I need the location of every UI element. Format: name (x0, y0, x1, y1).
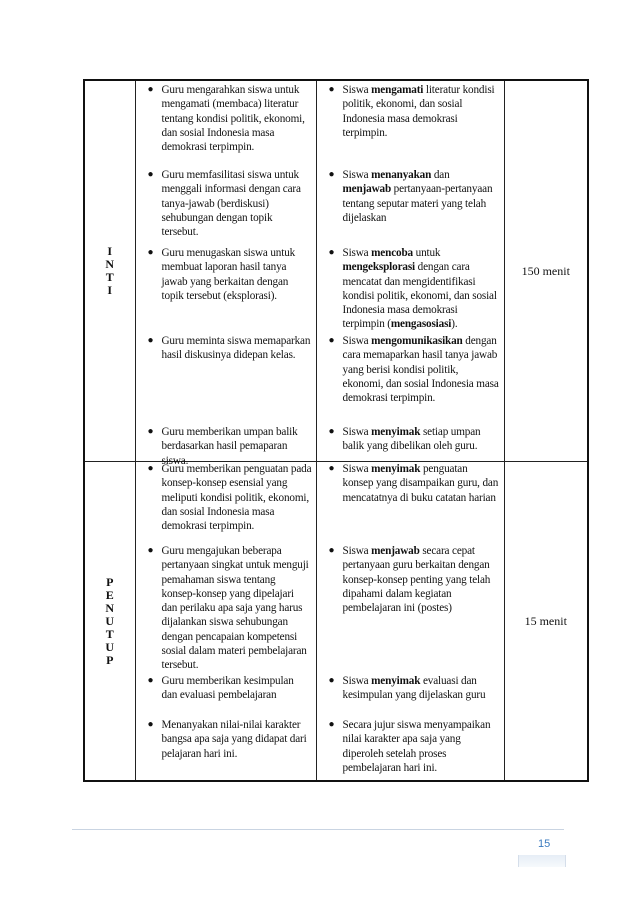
footer-divider (72, 829, 564, 830)
penutup-row (84, 462, 588, 782)
list-item: ● Siswa menyimak evaluasi dan kesimpulan yang dijelaskan guru (328, 675, 486, 702)
list-item: ● Siswa menjawab secara cepat pertanyaan guru berkaitan dengan konsep-konsep penting yang telah dipahami dalam kegiatan pembelajaran ini (postes) (328, 545, 491, 615)
list-item: ● Guru mengajukan beberapa pertanyaan singkat untuk menguji pemahaman siswa tentang konsep-konsep yang dipelajari dan perilaku apa saja yang harus dijalankan siswa sehubungan dengan pencapaian kompetensi sosial dalam materi pembelajaran tersebut. (147, 545, 309, 672)
list-item: ● Guru menugaskan siswa untuk membuat laporan hasil tanya jawab yang berkaitan dengan topik tersebut (eksplorasi). (147, 247, 296, 302)
list-item: ● Siswa menyimak setiap umpan balik yang dibelikan oleh guru. (328, 426, 481, 453)
phase-label-penutup: P E N U T U P (84, 462, 135, 782)
inti-row (84, 80, 588, 462)
list-item: ● Guru memfasilitasi siswa untuk menggali informasi dengan cara tanya-jawab (berdiskusi) sehubungan dengan topik tersebut. (147, 169, 301, 239)
list-item: ● Siswa mengomunikasikan dengan cara memaparkan hasil tanya jawab yang berisi kondisi politik, ekonomi, dan sosial Indonesia masa demokrasi terpimpin. (328, 335, 499, 405)
list-item: ● Siswa mengamati literatur kondisi politik, ekonomi, dan sosial Indonesia masa demokrasi terpimpin. (328, 84, 495, 139)
list-item: ● Menanyakan nilai-nilai karakter bangsa apa saja yang didapat dari pelajaran hari ini. (147, 719, 307, 760)
duration-penutup: 15 menit (504, 462, 588, 782)
list-item: ● Guru memberikan umpan balik berdasarkan hasil pemaparan siswa. (147, 426, 298, 467)
list-item: ● Secara jujur siswa menyampaikan nilai karakter apa saja yang diperoleh setelah proses pembelajaran hari ini. (328, 719, 491, 774)
list-item: ● Siswa mencoba untuk mengeksplorasi dengan cara mencatat dan mengidentifikasi kondisi politik, ekonomi, dan sosial Indonesia masa demokrasi terpimpin (mengasosiasi). (328, 247, 497, 331)
student-activities-inti (316, 80, 504, 462)
page-tab-decoration (518, 855, 566, 867)
list-item: ● Guru meminta siswa memaparkan hasil diskusinya didepan kelas. (147, 335, 311, 362)
list-item: ● Guru mengarahkan siswa untuk mengamati (membaca) literatur tentang kondisi politik, ekonomi, dan sosial Indonesia masa demokrasi terpimpin. (147, 84, 305, 154)
list-item: ● Siswa menyimak penguatan konsep yang disampaikan guru, dan mencatatnya di buku catatan harian (328, 463, 499, 504)
page-number: 15 (538, 838, 551, 850)
list-item: ● Siswa menanyakan dan menjawab pertanyaan-pertanyaan tentang seputar materi yang telah dijelaskan (328, 169, 493, 224)
phase-label-inti: I N T I (84, 80, 135, 462)
list-item: ● Guru memberikan kesimpulan dan evaluasi pembelajaran (147, 675, 294, 702)
lesson-activity-table (83, 79, 589, 782)
list-item: ● Guru memberikan penguatan pada konsep-konsep esensial yang meliputi kondisi politik, ekonomi, dan sosial Indonesia masa demokrasi terpimpin. (147, 463, 312, 533)
student-activities-penutup (316, 462, 504, 782)
duration-inti: 150 menit (504, 80, 588, 462)
teacher-activities-penutup (135, 462, 316, 782)
teacher-activities-inti (135, 80, 316, 467)
